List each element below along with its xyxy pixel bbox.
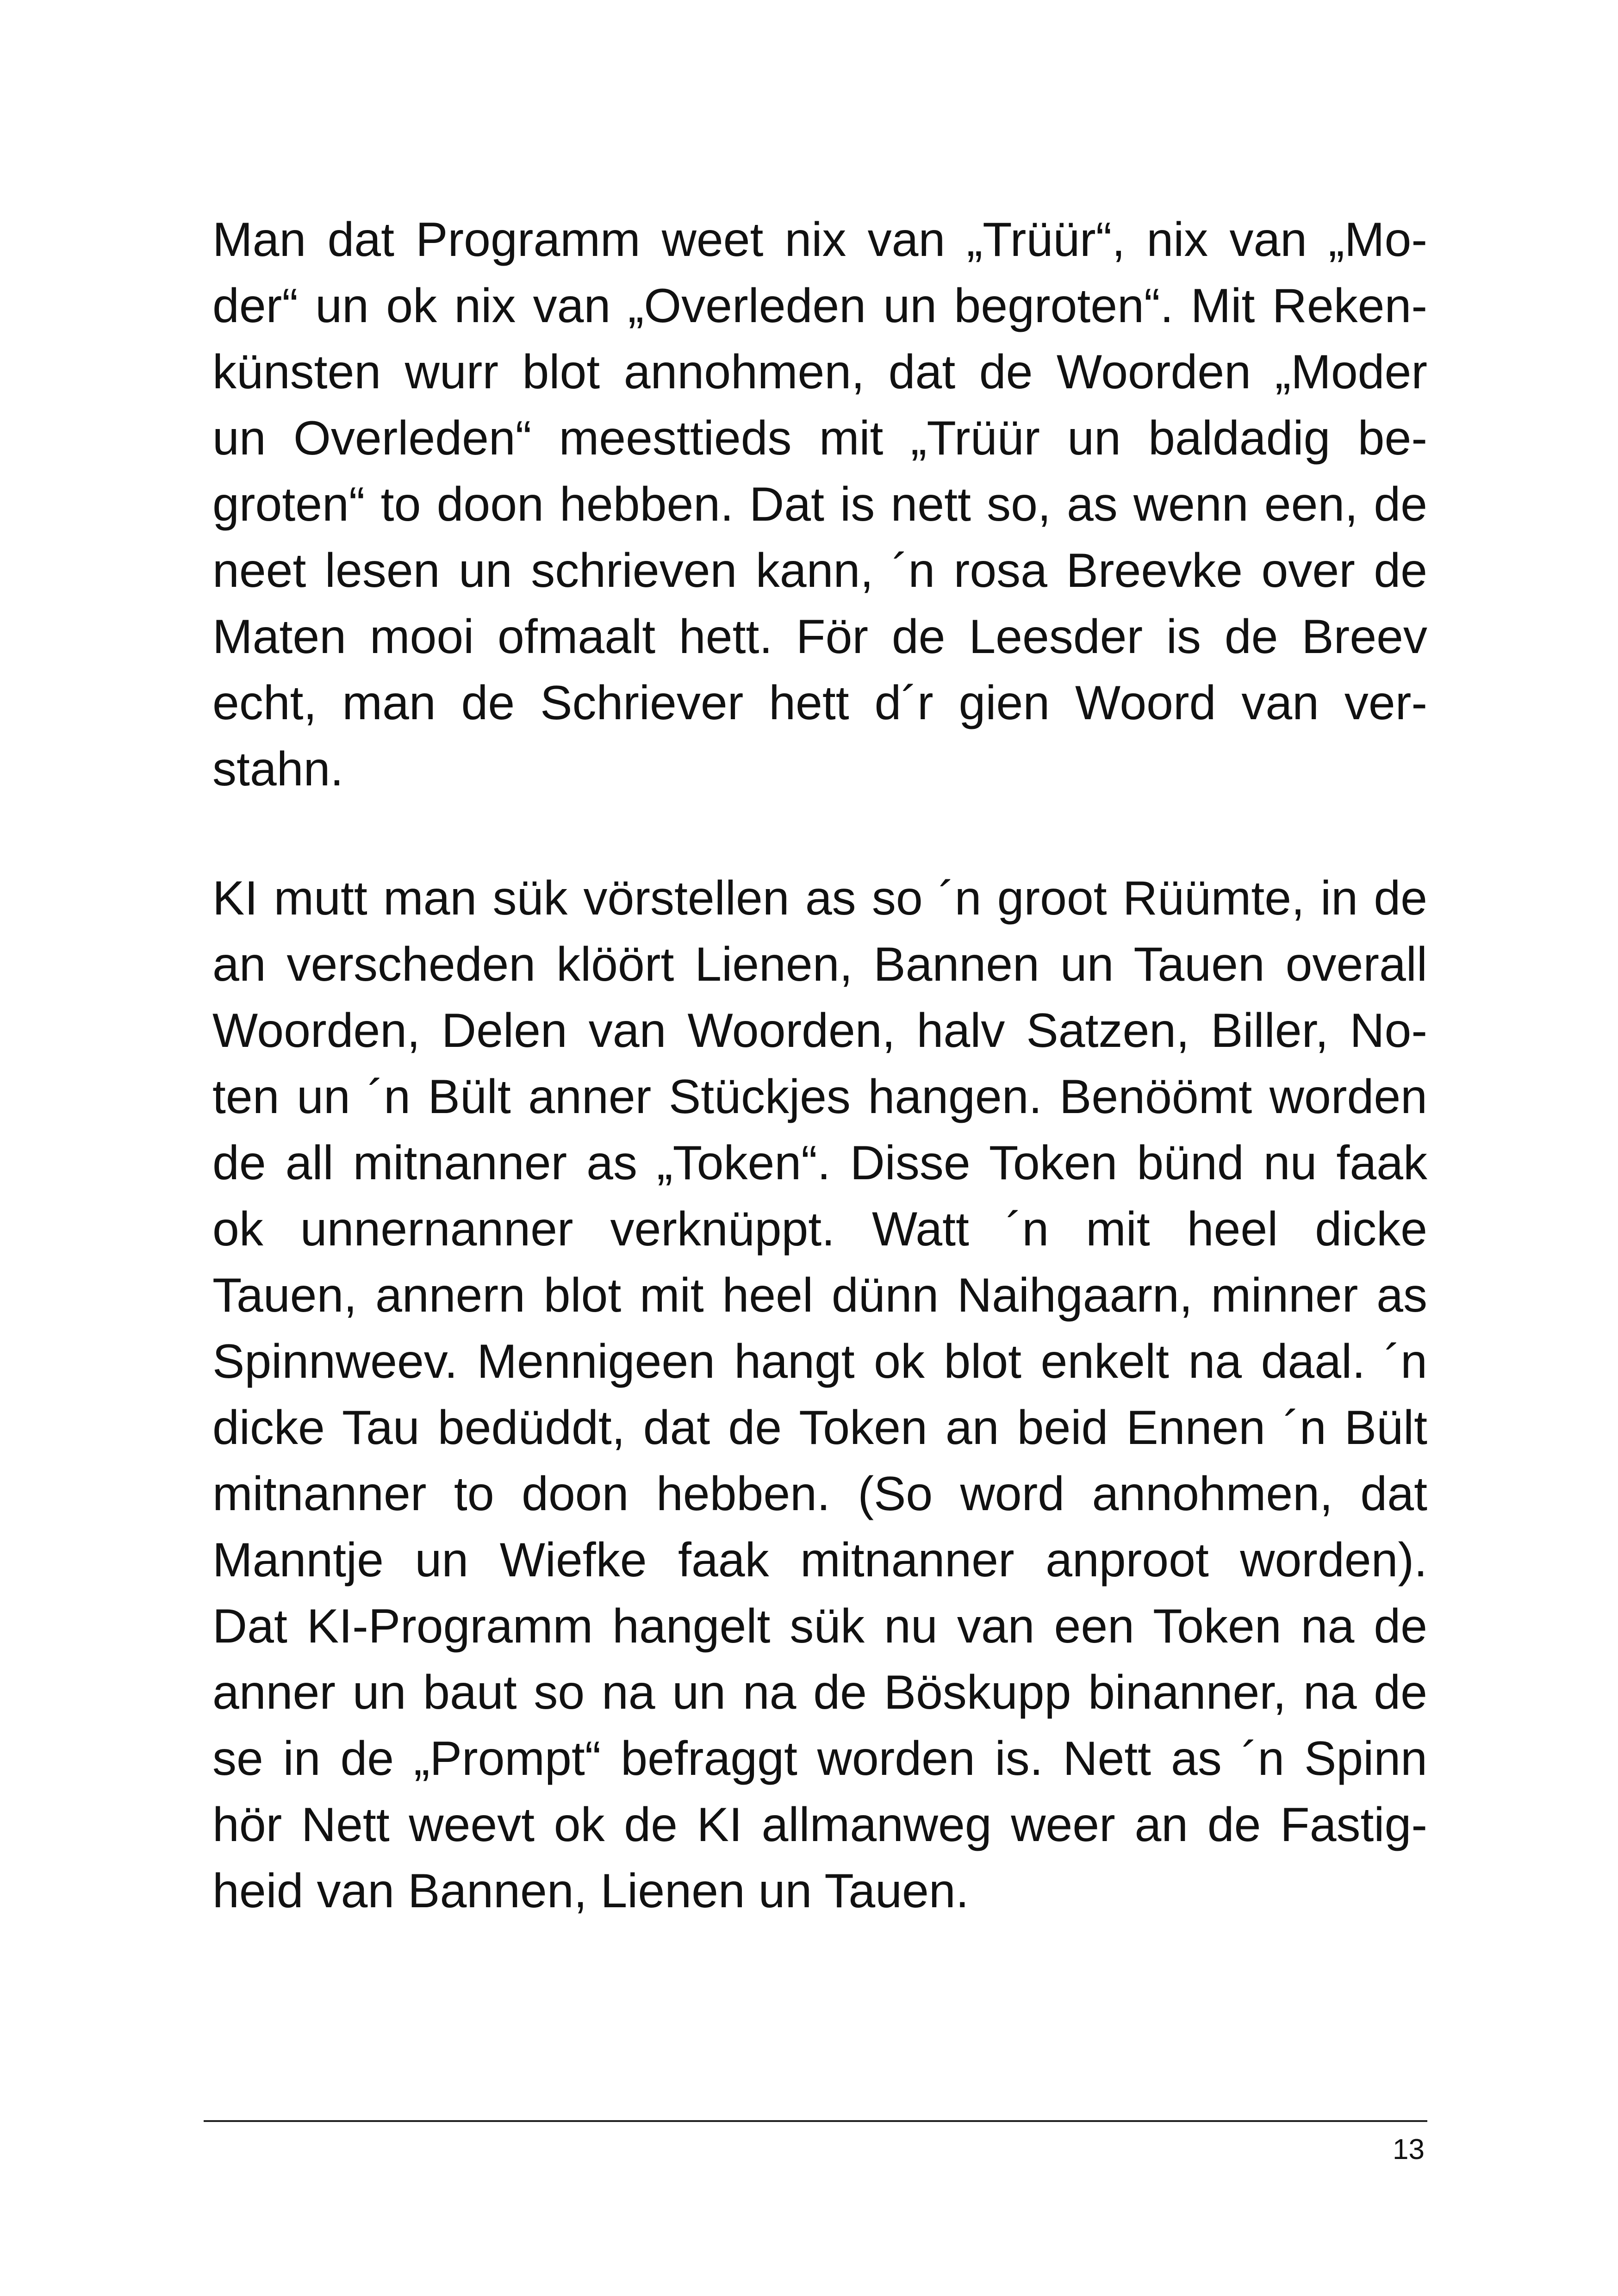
paragraph-2 [212,865,1427,1924]
text-line: künsten wurr blot annohmen, dat de Woorden „Moder [212,345,1427,399]
text-line: heid van Bannen, Lienen un Tauen. [212,1864,969,1918]
text-line: stahn. [212,742,344,796]
paragraph-1 [212,207,1427,803]
text-line: Tauen, annern blot mit heel dünn Naihgaarn, minner as [212,1269,1427,1322]
text-line: echt, man de Schriever hett d´r gien Woord van ver- [212,676,1427,730]
text-line: KI mutt man sük vörstellen as so ´n groot Rüümte, in de [212,871,1427,925]
text-line: neet lesen un schrieven kann, ´n rosa Breevke over de [212,544,1427,597]
text-line: ten un ´n Bült anner Stückjes hangen. Benöömt worden [212,1070,1427,1124]
footer-divider [204,2120,1427,2122]
text-line: Woorden, Delen van Woorden, halv Satzen, Biller, No- [212,1004,1427,1058]
text-line: ok unnernanner verknüppt. Watt ´n mit heel dicke [212,1202,1427,1256]
text-line: Man dat Programm weet nix van „Trüür“, nix van „Mo- [212,213,1427,267]
text-line: anner un baut so na un na de Böskupp binanner, na de [212,1666,1427,1719]
text-line: Manntje un Wiefke faak mitnanner anproot worden). [212,1533,1427,1587]
text-line: se in de „Prompt“ befraggt worden is. Nett as ´n Spinn [212,1732,1427,1786]
text-line: hör Nett weevt ok de KI allmanweg weer an de Fastig- [212,1798,1427,1852]
text-line: Dat KI-Programm hangelt sük nu van een Token na de [212,1599,1427,1653]
text-line: de all mitnanner as „Token“. Disse Token bünd nu faak [212,1136,1427,1190]
page-number: 13 [1393,2134,1425,2165]
text-line: mitnanner to doon hebben. (So word annohmen, dat [212,1467,1427,1521]
text-line: der“ un ok nix van „Overleden un begroten“. Mit Reken- [212,279,1427,333]
text-line: un Overleden“ meesttieds mit „Trüür un baldadig be- [212,411,1427,465]
text-line: Spinnweev. Mennigeen hangt ok blot enkelt na daal. ´n [212,1335,1427,1388]
text-line: Maten mooi ofmaalt hett. För de Leesder is de Breev [212,610,1427,664]
text-line: an verscheden klöört Lienen, Bannen un Tauen overall [212,938,1427,991]
text-line: groten“ to doon hebben. Dat is nett so, as wenn een, de [212,478,1427,531]
text-line: dicke Tau bedüddt, dat de Token an beid Ennen ´n Bült [212,1401,1427,1455]
